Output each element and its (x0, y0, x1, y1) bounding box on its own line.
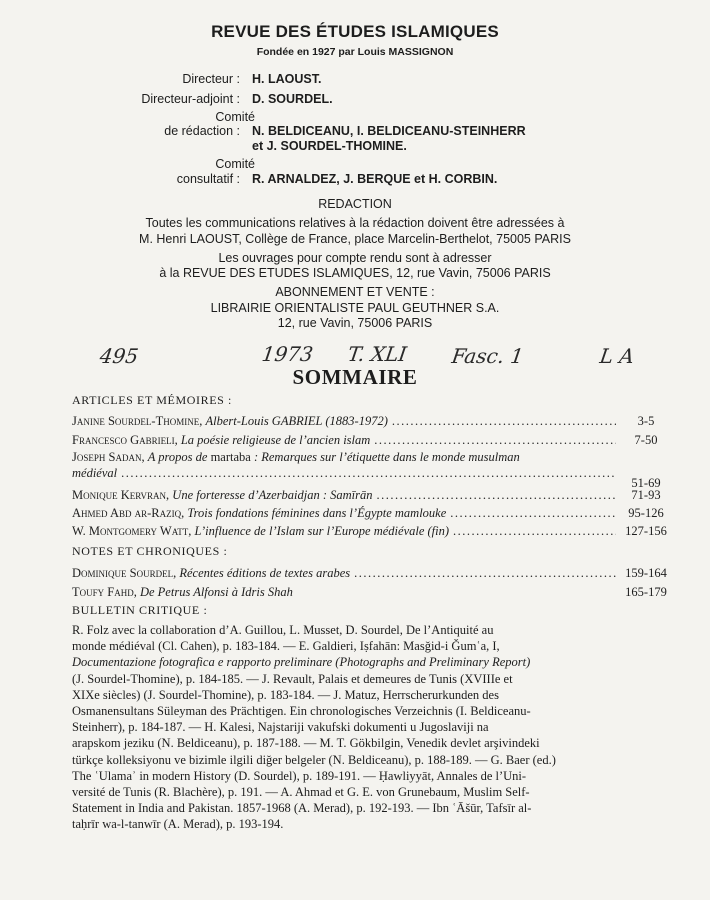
handwritten-code: L A (598, 344, 636, 368)
comite-redaction-label-2: de rédaction : (164, 124, 240, 138)
toc-title-part: médiéval (72, 466, 118, 480)
toc-entry (72, 433, 672, 448)
toc-title: L’influence de l’Islam sur l’Europe médiévale (fin) (194, 524, 450, 538)
bulletin-heading: BULLETIN CRITIQUE : (72, 603, 208, 617)
bulletin-line: (J. Sourdel-Thomine), p. 184-185. — J. Revault, Palais et demeures de Tunis (XVIIIe et (72, 671, 513, 686)
toc-entry (72, 506, 672, 521)
bulletin-line: Steinherr), p. 184-187. — H. Kalesi, Najstariji vakufski dokumenti u Jugoslaviji na (72, 720, 489, 735)
toc-author: Ahmed Abd ar-Raziq, (72, 506, 185, 520)
sommaire-title: SOMMAIRE (292, 365, 418, 389)
dot-leader (377, 488, 616, 503)
redaction-line-2: M. Henri LAOUST, Collège de France, place Marcelin-Berthelot, 75005 PARIS (139, 232, 571, 246)
abonnement-line-2: 12, rue Vavin, 75006 PARIS (277, 316, 433, 330)
handwritten-year: 1973 (260, 342, 315, 366)
bulletin-line: R. Folz avec la collaboration d’A. Guillou, L. Musset, D. Sourdel, De l’Antiquité au (72, 623, 494, 637)
toc-title-part: : Remarques sur l’étiquette dans le monde musulman (253, 450, 520, 464)
adjoint-label: Directeur-adjoint : (141, 92, 240, 106)
articles-heading: ARTICLES ET MÉMOIRES : (72, 393, 232, 407)
toc-entry (72, 585, 672, 600)
comite-consultatif-label-1: Comité (215, 157, 255, 171)
toc-entry-multiline (72, 450, 520, 465)
dot-leader (121, 466, 616, 481)
toc-pages: 95-126 (628, 506, 664, 520)
bulletin-line: Documentazione fotografica e rapporto preliminare (Photographs and Preliminary Report) (72, 655, 531, 670)
handwritten-number: 495 (98, 344, 140, 368)
toc-author: Francesco Gabrieli, (72, 433, 178, 447)
bulletin-line: monde médiéval (Cl. Cahen), p. 183-184. — E. Galdieri, Iṣfahān: Masǧid-i Ǧumʿa, I, (72, 639, 500, 654)
handwritten-fascicle: Fasc. 1 (450, 344, 526, 368)
dot-leader (453, 524, 616, 539)
bulletin-line: taḥrīr wa-l-tanwīr (A. Merad), p. 193-194. (72, 817, 284, 832)
handwritten-tome: T. XLI (346, 342, 409, 366)
redaction-line-4: à la REVUE DES ETUDES ISLAMIQUES, 12, rue Vavin, 75006 PARIS (159, 266, 551, 280)
bulletin-line: arapskom jeziku (N. Beldiceanu), p. 187-188. — M. T. Gökbilgin, Venedik devlet arşivindeki (72, 736, 540, 751)
toc-author: Dominique Sourdel, (72, 566, 177, 580)
directeur-label: Directeur : (182, 72, 240, 86)
toc-title: Albert-Louis GABRIEL (1883-1972) (205, 414, 388, 428)
comite-consultatif-members: R. ARNALDEZ, J. BERQUE et H. CORBIN. (252, 172, 498, 186)
toc-pages: 51-69 (631, 476, 661, 490)
comite-redaction-members-2: et J. SOURDEL-THOMINE. (252, 139, 407, 153)
bulletin-critique-body (72, 622, 640, 833)
toc-entry (72, 466, 672, 490)
toc-pages: 3-5 (637, 414, 655, 428)
abonnement-line-1: LIBRAIRIE ORIENTALISTE PAUL GEUTHNER S.A. (210, 301, 500, 315)
toc-pages: 127-156 (625, 524, 667, 538)
bulletin-line: Osmanensultans Süleyman des Prächtigen. Ein chronologisches Verzeichnis (I. Beldiceanu- (72, 704, 531, 719)
toc-title: De Petrus Alfonsi à Idris Shah (139, 585, 293, 599)
bulletin-line: versité de Tunis (R. Blachère), p. 191. — A. Ahmad et G. E. von Grunebaum, Muslim Self- (72, 785, 530, 800)
toc-entry (72, 488, 672, 503)
bulletin-line: The ʿUlamaʾ in modern History (D. Sourdel), p. 189-191. — Ḥawliyyāt, Annales de l’Uni- (72, 768, 527, 783)
toc-title: La poésie religieuse de l’ancien islam (180, 433, 371, 447)
abonnement-heading: ABONNEMENT ET VENTE : (275, 285, 435, 299)
directeur-name: H. LAOUST. (252, 72, 322, 86)
dot-leader (354, 566, 616, 581)
toc-pages: 7-50 (634, 433, 658, 447)
toc-title: Une forteresse d’Azerbaidjan : Samīrān (172, 488, 373, 502)
founded-note: Fondée en 1927 par Louis MASSIGNON (256, 46, 454, 58)
toc-pages: 71-93 (631, 488, 661, 502)
toc-entry (72, 524, 672, 539)
toc-title-term: martaba (210, 450, 251, 464)
toc-entry (72, 566, 672, 581)
bulletin-line: Statement in India and Pakistan. 1857-1968 (A. Merad), p. 192-193. — Ibn ʿĀšūr, Tafsīr al- (72, 801, 532, 816)
toc-title: Trois fondations féminines dans l’Égypte mamlouke (187, 506, 447, 520)
toc-author: Toufy Fahd, (72, 585, 137, 599)
redaction-line-3: Les ouvrages pour compte rendu sont à adresser (218, 251, 492, 265)
toc-pages: 159-164 (625, 566, 667, 580)
dot-leader (374, 433, 616, 448)
toc-author: W. Montgomery Watt, (72, 524, 192, 538)
journal-title: REVUE DES ÉTUDES ISLAMIQUES (211, 22, 499, 41)
toc-title: Récentes éditions de textes arabes (179, 566, 351, 580)
notes-heading: NOTES ET CHRONIQUES : (72, 544, 228, 558)
adjoint-name: D. SOURDEL. (252, 92, 333, 106)
comite-redaction-label-1: Comité (215, 110, 255, 124)
toc-author: Monique Kervran, (72, 488, 170, 502)
redaction-heading: REDACTION (318, 197, 392, 211)
comite-redaction-members-1: N. BELDICEANU, I. BELDICEANU-STEINHERR (252, 124, 526, 138)
toc-pages: 165-179 (625, 585, 667, 599)
dot-leader (450, 506, 616, 521)
toc-title-part: A propos de (147, 450, 208, 464)
toc-author: Joseph Sadan, (72, 450, 145, 464)
toc-entry (72, 414, 672, 429)
bulletin-line: türkçe kolleksiyonu ve bizimle ilgili diğer belgeler (N. Beldiceanu), p. 188-189. — G. Baer (ed.) (72, 752, 556, 767)
bulletin-line: XIXe siècles) (J. Sourdel-Thomine), p. 183-184. — J. Matuz, Herrscherurkunden des (72, 687, 499, 702)
redaction-line-1: Toutes les communications relatives à la rédaction doivent être adressées à (145, 216, 565, 230)
toc-author: Janine Sourdel-Thomine, (72, 414, 203, 428)
dot-leader (392, 414, 616, 429)
comite-consultatif-label-2: consultatif : (176, 172, 240, 186)
